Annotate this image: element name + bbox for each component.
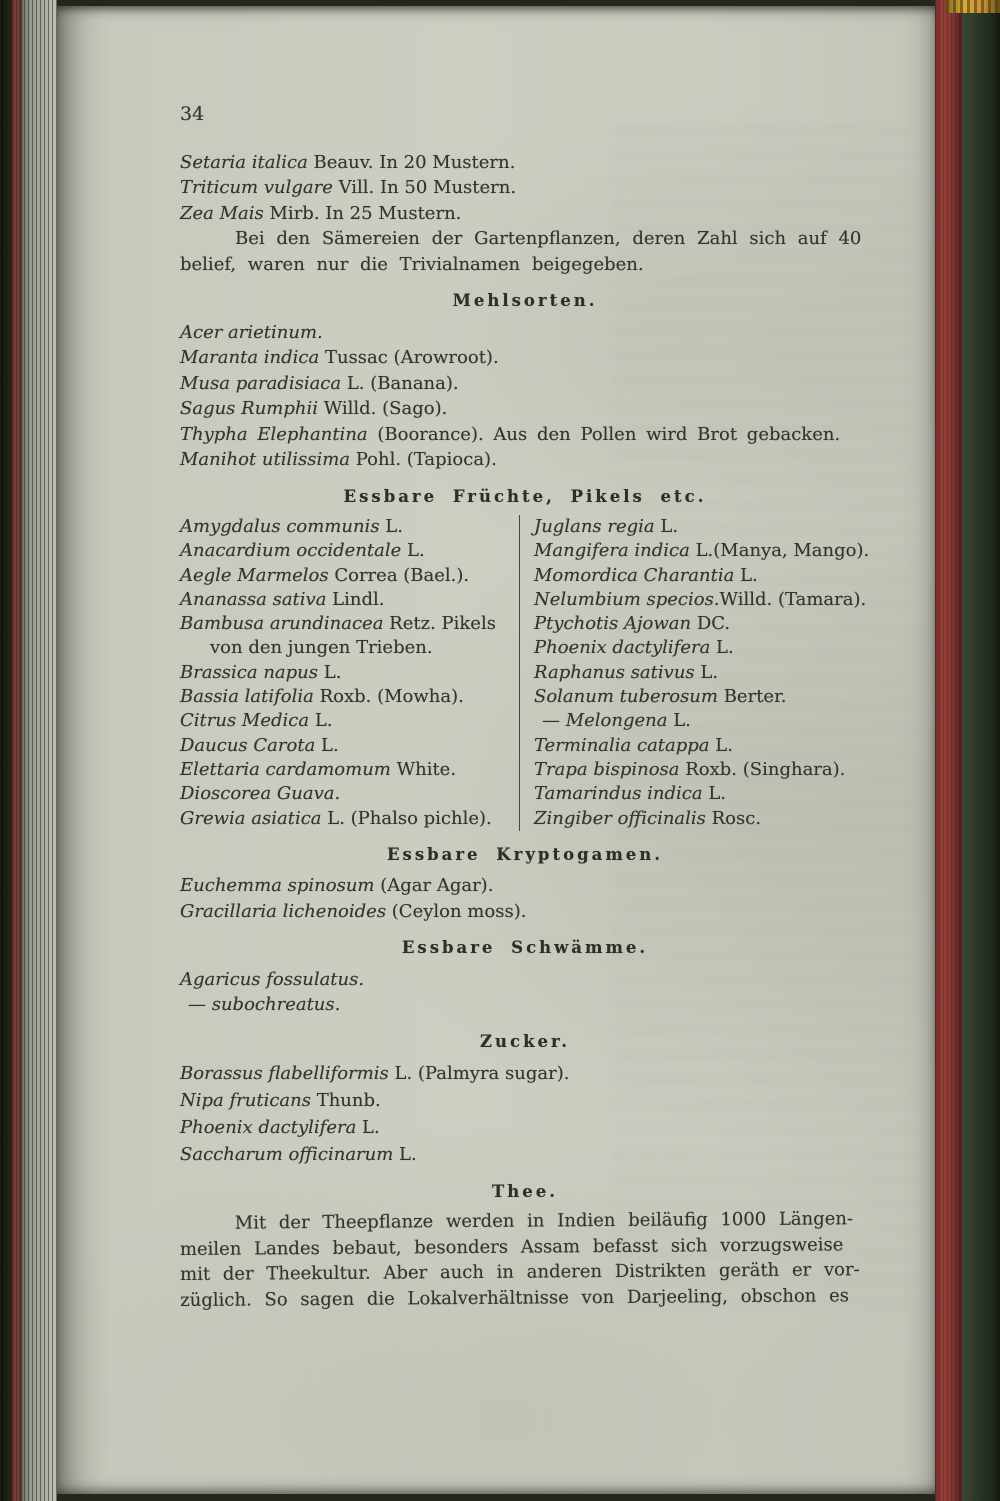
species-name: Euchemma spinosum (180, 875, 375, 897)
species-authority: Roxb. (Mowha). (313, 686, 464, 708)
species-authority: Vill. In 50 Mustern. (332, 177, 517, 198)
species-name: Agaricus fossulatus. (180, 968, 365, 990)
species-entry (180, 150, 870, 176)
species-name: Sagus Rumphii (180, 398, 318, 419)
species-entry (534, 782, 870, 806)
species-authority: Pohl. (Tapioca). (350, 449, 497, 470)
species-authority: Berter. (717, 686, 787, 708)
species-authority: L. (709, 734, 733, 756)
species-entry (180, 422, 870, 448)
species-entry (180, 992, 870, 1018)
species-name: Citrus Medica (180, 710, 310, 732)
species-authority: L. (309, 710, 333, 732)
species-entry (180, 1141, 870, 1168)
species-entry (180, 709, 511, 733)
section-kryptogamen (180, 842, 870, 925)
species-name: Acer arietinum. (180, 321, 323, 343)
species-authority: L. (694, 661, 719, 683)
species-authority: (Agar Agar). (374, 875, 494, 897)
section-heading-thee: Thee. (491, 1182, 558, 1202)
species-authority: Willd. (Tamara). (719, 588, 867, 610)
species-entry (180, 612, 511, 661)
book-page (57, 6, 935, 1494)
species-name: Juglans regia (534, 516, 655, 537)
species-authority: L. (318, 661, 342, 683)
section-zucker (180, 1029, 870, 1169)
species-name: Elettaria cardamomum (180, 758, 391, 780)
fruechte-column-left (180, 515, 520, 831)
species-name: — subochreatus. (188, 994, 341, 1016)
species-authority: Tussac (Arowroot). (319, 347, 499, 368)
species-entry (534, 612, 870, 636)
species-name: Anacardium occidentale (180, 540, 402, 562)
species-entry (180, 515, 511, 539)
species-name: Maranta indica (180, 347, 320, 368)
species-name: Borassus flabelliformis (180, 1063, 389, 1085)
species-entry (180, 396, 870, 422)
book-spine-page-edges (0, 0, 57, 1501)
muster-list (180, 150, 870, 227)
species-entry (534, 588, 870, 612)
fruechte-columns (180, 515, 870, 831)
species-name: Raphanus sativus (534, 661, 695, 683)
species-authority: L. (734, 564, 758, 586)
species-authority: Thunb. (310, 1090, 381, 1112)
species-name: Gracillaria lichenoides (180, 900, 387, 922)
species-name: — Melongena (542, 710, 668, 732)
species-name: Terminalia catappa (534, 734, 710, 756)
species-name: Grewia asiatica (180, 807, 322, 829)
species-authority: Mirb. In 25 Mustern. (263, 202, 462, 224)
section-heading-schwaemme: Essbare Schwämme. (401, 938, 649, 958)
species-entry (180, 873, 870, 899)
species-name: Brassica napus (180, 661, 319, 683)
species-entry (180, 539, 511, 563)
species-authority: L.(Manya, Mango). (689, 540, 870, 562)
paragraph-line: Mit der Theepflanze werden in Indien beiläufig 1000 Längen- (234, 1208, 854, 1234)
species-name: Dioscorea Guava. (180, 783, 341, 805)
species-authority: L. (Palmyra sugar). (388, 1063, 570, 1085)
species-name: Thypha Elephantina (180, 423, 368, 445)
species-name: Triticum vulgare (180, 177, 333, 198)
species-entry (180, 588, 511, 612)
species-authority: L. (Banana). (341, 372, 459, 394)
intro-paragraph (180, 226, 870, 277)
species-name: Solanum tuberosum (534, 686, 718, 708)
species-name: Ananassa sativa (180, 588, 327, 610)
page-number: 34 (180, 103, 205, 125)
species-authority: Lindl. (326, 588, 385, 610)
fruechte-column-right (520, 515, 870, 831)
species-entry (180, 1114, 870, 1141)
species-authority: L. (654, 516, 679, 537)
page-fore-edge-right (935, 0, 962, 1501)
species-authority: Beauv. In 20 Mustern. (307, 151, 516, 173)
page-content (180, 94, 870, 1313)
species-entry (180, 1060, 870, 1087)
gilt-ornament (946, 0, 1000, 13)
species-authority: (Ceylon moss). (386, 900, 527, 922)
species-name: Mangifera indica (534, 540, 690, 562)
species-authority: (Boorance). Aus den Pollen wird Brot gebacken. (367, 423, 841, 445)
species-name: Nipa fruticans (180, 1090, 311, 1112)
species-name: Manihot utilissima (180, 449, 351, 470)
mehlsorten-list (180, 320, 870, 473)
species-authority: Correa (Bael.). (328, 564, 470, 586)
species-name: Daucus Carota (180, 734, 316, 756)
species-entry (534, 661, 870, 685)
species-entry (180, 758, 511, 782)
species-entry (180, 899, 870, 925)
thee-paragraph (180, 1206, 871, 1313)
species-authority: L. (710, 637, 734, 659)
species-name: Bassia latifolia (180, 686, 314, 708)
entry-continuation: von den jungen Trieben. (210, 637, 433, 659)
species-name: Tamarindus indica (534, 783, 703, 805)
species-name: Phoenix dactylifera (534, 637, 711, 659)
species-entry (534, 758, 870, 782)
species-entry (180, 175, 870, 201)
species-authority: DC. (691, 613, 731, 635)
species-entry (180, 371, 870, 397)
species-entry (534, 734, 870, 758)
species-entry (180, 967, 870, 993)
species-authority: L. (667, 710, 691, 732)
species-entry (534, 564, 870, 588)
species-name: Zingiber officinalis (534, 807, 706, 829)
species-name: Musa paradisiaca (180, 372, 342, 394)
species-name: Phoenix dactylifera (180, 1117, 357, 1139)
species-authority: Retz. Pikels (383, 613, 496, 635)
species-entry (180, 320, 870, 346)
species-entry (180, 345, 870, 371)
section-heading-fruechte: Essbare Früchte, Pikels etc. (343, 486, 707, 506)
species-entry (180, 201, 870, 227)
species-authority: L. (379, 516, 403, 537)
species-authority: L. (315, 734, 339, 756)
book-cover-right (962, 0, 1000, 1501)
species-entry (180, 782, 511, 806)
paragraph-line: belief, waren nur die Trivialnamen beigegeben. (180, 253, 644, 275)
species-entry (180, 734, 511, 758)
species-name: Ptychotis Ajowan (534, 613, 692, 635)
paragraph-line: mit der Theekultur. Aber auch in anderen Distrikten geräth er vor- (180, 1259, 860, 1285)
paragraph-line: meilen Landes bebaut, besonders Assam befasst sich vorzugsweise (179, 1233, 844, 1260)
species-name: Nelumbium specios. (534, 588, 720, 610)
species-entry (534, 807, 870, 831)
species-authority: Roxb. (Singhara). (679, 758, 846, 780)
paragraph-line: züglich. So sagen die Lokalverhältnisse von Darjeeling, obschon es (180, 1284, 850, 1311)
species-entry (180, 807, 511, 831)
species-name: Trapa bispinosa (534, 758, 680, 780)
species-entry (534, 539, 870, 563)
section-heading-kryptogamen: Essbare Kryptogamen. (386, 844, 664, 864)
species-name: Momordica Charantia (534, 564, 735, 586)
species-entry (180, 661, 511, 685)
species-entry (534, 709, 870, 733)
species-entry (180, 685, 511, 709)
species-entry (180, 1087, 870, 1114)
species-entry (180, 447, 870, 473)
species-authority: L. (401, 540, 425, 562)
species-authority: L. (702, 783, 727, 805)
species-authority: L. (393, 1144, 417, 1166)
species-entry (180, 564, 511, 588)
species-name: Aegle Marmelos (180, 564, 329, 586)
species-name: Setaria italica (180, 151, 308, 173)
section-heading-mehlsorten: Mehlsorten. (452, 291, 598, 310)
species-entry (534, 515, 870, 539)
paragraph-line: Bei den Sämereien der Gartenpflanzen, deren Zahl sich auf 40 (235, 228, 862, 249)
section-schwaemme (180, 935, 870, 1018)
species-entry (534, 685, 870, 709)
species-name: Amygdalus communis (180, 516, 380, 537)
species-name: Bambusa arundinacea (180, 613, 384, 635)
species-authority: White. (390, 758, 457, 780)
species-entry (534, 636, 870, 660)
section-heading-zucker: Zucker. (480, 1031, 570, 1051)
species-name: Zea Mais (180, 202, 264, 224)
section-thee (180, 1179, 870, 1313)
species-authority: L. (Phalso pichle). (321, 807, 492, 829)
species-name: Saccharum officinarum (180, 1144, 394, 1166)
species-authority: L. (356, 1117, 380, 1139)
species-authority: Willd. (Sago). (317, 398, 448, 419)
species-authority: Rosc. (705, 807, 762, 829)
